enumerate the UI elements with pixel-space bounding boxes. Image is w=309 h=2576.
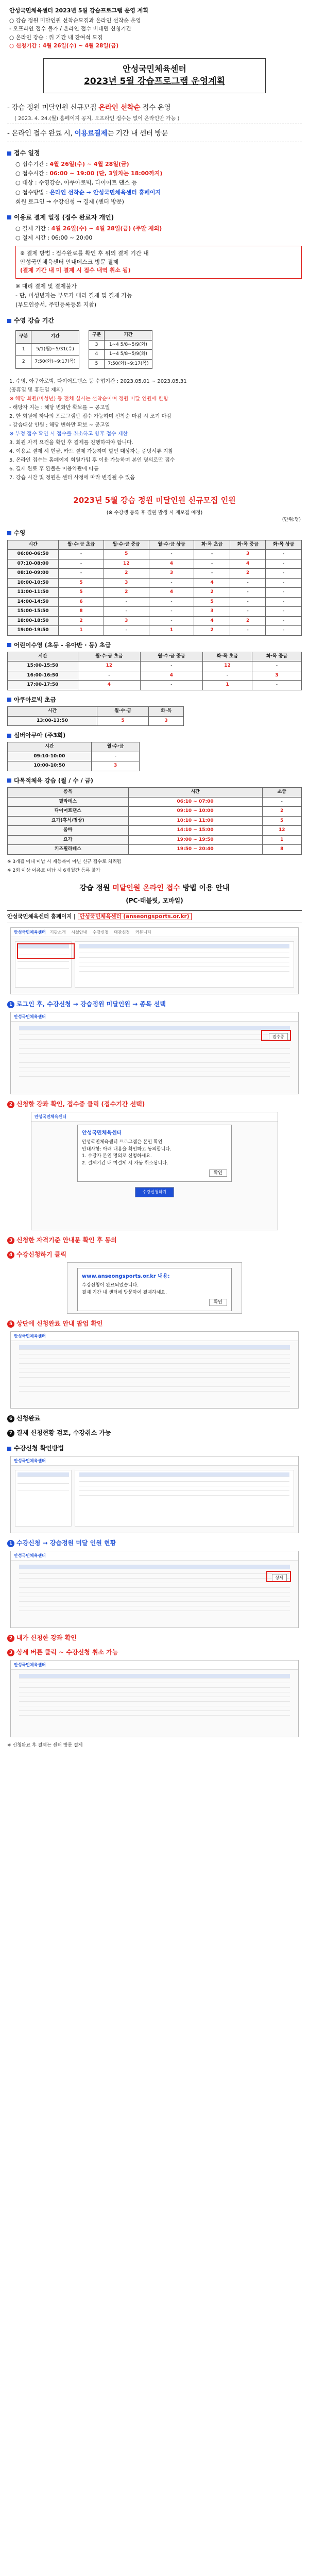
aqua-title: 아쿠아로빅 초급 xyxy=(7,696,302,704)
intro-note: ( 2023. 4. 24.(월) 홈페이지 공지, 오프라인 접수는 없이 온라인만 가능 ) xyxy=(14,115,180,122)
table-cell: - xyxy=(252,662,301,671)
table-cell: - xyxy=(194,569,230,579)
notice-line: - 오프라인 접수 불가 / 온라인 접수 비대면 신청기간 xyxy=(9,26,131,32)
submit-button[interactable]: 수강신청하기 xyxy=(135,1187,174,1197)
table-cell: - xyxy=(140,662,202,671)
table-cell: 1 xyxy=(202,681,252,690)
left-menu xyxy=(15,1470,72,1527)
table-cell: - xyxy=(149,578,194,588)
table-cell: 12 xyxy=(202,662,252,671)
popup-ok-button[interactable]: 확인 xyxy=(209,1170,227,1177)
table-header: 화·목 초급 xyxy=(202,652,252,662)
table-row xyxy=(8,588,302,598)
table-cell: 2 xyxy=(262,807,301,817)
table-row xyxy=(8,835,302,845)
table-header: 화·목 중급 xyxy=(252,652,301,662)
site-logo[interactable]: 안성국민체육센터 xyxy=(14,929,46,935)
intro-text: - 강습 정원 미달인원 신규모집 xyxy=(7,103,99,112)
nav-item[interactable]: 커뮤니티 xyxy=(135,929,151,935)
table-cell: 13:00-13:50 xyxy=(8,716,97,726)
kids-title: 어린이수영 (초등 - 유아반 · 등) 초급 xyxy=(7,641,302,650)
check-title: 수강신청 확인방법 xyxy=(7,1444,302,1453)
table-cell: - xyxy=(59,550,104,560)
table-cell: 12 xyxy=(262,826,301,836)
table-cell: 4 xyxy=(230,559,266,569)
intro-highlight: 이용료결제 xyxy=(74,129,108,138)
table-cell: 19:00-19:50 xyxy=(8,626,59,636)
check-note: ※ 신청완료 후 결제는 센터 방문 결제 xyxy=(7,1743,83,1749)
table-header: 종목 xyxy=(8,788,129,798)
nav-item[interactable]: 시설안내 xyxy=(71,929,88,935)
table-cell: 2 xyxy=(194,588,230,598)
title-line2: 2023년 5월 강습프로그램 운영계획 xyxy=(84,76,225,87)
table-cell: 4 xyxy=(149,559,194,569)
confirm-popup xyxy=(77,1268,232,1311)
table-row xyxy=(8,761,140,771)
site-header: 안성국민체육센터 xyxy=(11,1332,298,1341)
kids-table xyxy=(7,652,302,690)
table-cell: 6 xyxy=(59,597,104,607)
table-cell: 5 xyxy=(104,550,149,560)
table-cell: 14:00-14:50 xyxy=(8,597,59,607)
table-cell: - xyxy=(104,607,149,617)
table-cell: 06:10 ~ 07:00 xyxy=(128,797,262,807)
table-row xyxy=(8,845,302,855)
table-cell: 1 xyxy=(262,835,301,845)
table-header: 화·목 xyxy=(149,707,184,717)
table-cell: 15:00-15:50 xyxy=(8,607,59,617)
table-row xyxy=(8,597,302,607)
table-cell: 1 xyxy=(149,626,194,636)
intro-line xyxy=(7,126,302,141)
reception-sub: 회원 로그인 → 수강신청 → 결제 (센터 방문) xyxy=(15,198,124,205)
note-line: 7. 강습 시간 및 정원은 센터 사정에 따라 변경될 수 있음 xyxy=(9,475,135,481)
table-header: 시간 xyxy=(8,707,97,717)
table-cell: - xyxy=(194,550,230,560)
swim-table xyxy=(7,540,302,636)
table-header: 월·수·금 상급 xyxy=(149,540,194,550)
reception-table-title: 수영 강습 기간 xyxy=(7,316,302,325)
table-cell: 필라테스 xyxy=(8,797,129,807)
intro-text: 는 기간 내 센터 방문 xyxy=(107,129,168,138)
check-step-2: 2 내가 신청한 강좌 확인 xyxy=(7,1633,302,1642)
table-cell: 2 xyxy=(230,569,266,579)
table-cell: - xyxy=(149,597,194,607)
table-cell: - xyxy=(78,671,140,681)
site-header: 안성국민체육센터 xyxy=(11,1551,298,1561)
table-row xyxy=(8,752,140,761)
popup-line: 안내사항: 아래 내용을 확인하고 동의합니다. xyxy=(82,1146,171,1152)
table-cell: 5 xyxy=(262,816,301,826)
table-row xyxy=(8,671,302,681)
step-7: 7 결제 신청현황 검토, 수강취소 가능 xyxy=(7,1428,302,1437)
table-cell: 12 xyxy=(78,662,140,671)
table-header: 화·목 중급 xyxy=(230,540,266,550)
screenshot-confirm xyxy=(67,1262,242,1314)
table-cell: 요가 xyxy=(8,835,129,845)
table-row xyxy=(8,807,302,817)
payment-extra: ※ 대리 결제 및 결제불가 xyxy=(15,282,77,290)
table-header: 시간 xyxy=(128,788,262,798)
popup-ok-button[interactable]: 확인 xyxy=(209,1299,227,1306)
table-cell: 10:00-10:50 xyxy=(8,761,92,771)
table-cell: 3 xyxy=(104,616,149,626)
nav-item[interactable]: 기관소개 xyxy=(49,929,66,935)
table-cell: - xyxy=(252,681,301,690)
table-cell: 3 xyxy=(104,578,149,588)
reception-item: ○ 접수방법 : 온라인 선착순 → 안성국민체육센터 홈페이지 xyxy=(15,189,161,196)
table-header: 월·수·금 초급 xyxy=(59,540,104,550)
popup-title: www.anseongsports.or.kr 내용: xyxy=(82,1274,170,1280)
table-cell: - xyxy=(266,569,302,579)
screenshot-cancel xyxy=(10,1660,299,1737)
intro-text: 접수 운영 xyxy=(140,103,171,112)
note-line: ※ 해당 회원(미성년) 등 전체 실시는 선착순이며 정원 미달 인원에 한함 xyxy=(9,396,168,402)
diet-title: 다목적체육 강습 (월 / 수 / 금) xyxy=(7,776,302,785)
table-cell: 09:10 ~ 10:00 xyxy=(128,807,262,817)
water-dance-title: 실버아쿠아 (주3회) xyxy=(7,731,302,740)
table-cell: 4 xyxy=(140,671,202,681)
site-header xyxy=(11,928,298,937)
table-cell: - xyxy=(230,597,266,607)
table-row xyxy=(8,816,302,826)
table-header: 월·수·금 xyxy=(97,707,149,717)
table-header: 화·목 상급 xyxy=(266,540,302,550)
notes xyxy=(7,372,302,487)
detail-button[interactable]: 상세 xyxy=(272,1574,287,1582)
table-cell: - xyxy=(104,626,149,636)
reception-table-2: 구분 기간 3 1~4 5/8~5/9(화) 4 1~4 5/8~5/9(화) 5 7:50(화)~9:17(목) xyxy=(89,330,152,369)
step-2: 2 신청할 강좌 확인, 접수중 클릭 (접수기간 선택) xyxy=(7,1099,302,1109)
intro-text: - 온라인 접수 완료 시, xyxy=(7,129,75,138)
notice-line: ○ 강습 정원 미달인원 선착순모집과 온라인 선착순 운영 xyxy=(9,18,141,24)
table-cell: - xyxy=(266,597,302,607)
table-cell: 5 xyxy=(194,597,230,607)
payment-title: 이용료 결제 일정 (접수 완료자 개인) xyxy=(7,213,302,222)
program-list xyxy=(75,941,294,988)
table-cell: - xyxy=(262,797,301,807)
table-cell: 12 xyxy=(104,559,149,569)
note-line: - 강습대상 인원 : 해당 변화만 확보 ~ 공고일 xyxy=(9,422,110,429)
swim-title: 수영 xyxy=(7,529,302,537)
table-cell: 8 xyxy=(59,607,104,617)
table-header: 월·수·금 중급 xyxy=(104,540,149,550)
table-cell: 4 xyxy=(194,616,230,626)
table-row xyxy=(8,626,302,636)
highlight-box xyxy=(261,1030,291,1041)
table-cell: - xyxy=(149,607,194,617)
table-cell: 11:00-11:50 xyxy=(8,588,59,598)
note-line: 6. 결제 완료 후 환불은 이용약관에 따름 xyxy=(9,466,99,472)
reception-item: ○ 접수시간 : 06:00 ~ 19:00 (단, 3일차는 18:00까지) xyxy=(15,170,163,177)
title-line1: 안성국민체육센터 xyxy=(123,64,186,74)
table-cell: 10:00-10:50 xyxy=(8,578,59,588)
table-header: 월·수·금 초급 xyxy=(78,652,140,662)
popup-line: 안성국민체육센터 프로그램은 본인 확인 xyxy=(82,1140,163,1145)
step-5: 5 상단에 신청완료 안내 팝업 확인 xyxy=(7,1319,302,1328)
table-cell: 2 xyxy=(59,616,104,626)
table-cell: - xyxy=(149,550,194,560)
apply-button[interactable]: 접수중 xyxy=(269,1033,288,1041)
quota-heading: 2023년 5월 강습 정원 미달인원 신규모집 인원 xyxy=(73,496,236,505)
table-cell: 5 xyxy=(59,578,104,588)
table-cell: 5 xyxy=(97,716,149,726)
screenshot-detail xyxy=(10,1551,299,1628)
table-cell: 09:10-10:00 xyxy=(8,752,92,761)
table-row xyxy=(8,681,302,690)
agreement-popup xyxy=(77,1125,232,1182)
online-guide-sub: (PC·태블릿, 모바일) xyxy=(126,896,183,904)
table-row xyxy=(8,569,302,579)
reception-item: ○ 대상 : 수영강습, 아쿠아로빅, 다이어트 댄스 등 xyxy=(15,179,138,187)
note-line: ※ 부정 접수 확인 시 접수를 취소하고 향후 접수 제한 xyxy=(9,431,128,437)
payment-box xyxy=(15,246,302,279)
popup-line: 1. 수강자 본인 명의로 신청하세요. xyxy=(82,1154,152,1159)
table-cell: - xyxy=(59,559,104,569)
note-line: 5. 온라인 접수는 홈페이지 회원가입 후 이용 가능하며 본인 명의로만 접수 xyxy=(9,457,175,464)
table-cell: 키즈필라테스 xyxy=(8,845,129,855)
table-cell: 4 xyxy=(78,681,140,690)
table-cell: 2 xyxy=(104,569,149,579)
table-cell: 다이어트댄스 xyxy=(8,807,129,817)
note-line: 4. 이용료 결제 시 현금, 카드 결제 가능하며 할인 대상자는 증빙서류 지참 xyxy=(9,449,174,455)
site-link[interactable]: 안성국민체육센터 (anseongsports.or.kr) xyxy=(78,913,192,920)
reception-table-1: 구분 기간 1 5/1(월)~5/31(수) 2 7:50(화)~9:17(목) xyxy=(15,330,79,369)
table-cell: 줌바 xyxy=(8,826,129,836)
table-cell: - xyxy=(149,616,194,626)
table-cell: - xyxy=(91,752,140,761)
table-cell: 06:00-06:50 xyxy=(8,550,59,560)
highlight-box xyxy=(266,1571,291,1582)
table-cell: 18:00-18:50 xyxy=(8,616,59,626)
table-cell: 10:10 ~ 11:00 xyxy=(128,816,262,826)
foot-note: ※ 2회 이상 이용료 미납 시 6개월간 등록 불가 xyxy=(7,868,100,874)
table-row xyxy=(8,559,302,569)
payment-box-line: (결제 기간 내 미 결제 시 접수 내역 취소 됨) xyxy=(20,267,131,274)
reception-item: ○ 접수기간 : 4월 26일(수) ~ 4월 28일(금) xyxy=(15,161,129,168)
table-cell: - xyxy=(202,671,252,681)
intro-highlight: 온라인 선착순 xyxy=(98,103,141,112)
popup-line: 수강신청이 완료되었습니다. xyxy=(82,1283,139,1289)
table-header: 월·수·금 중급 xyxy=(140,652,202,662)
table-cell: 4 xyxy=(194,578,230,588)
site-header: 안성국민체육센터 xyxy=(11,1012,298,1022)
title-box xyxy=(43,58,266,93)
table-cell: 5 xyxy=(59,588,104,598)
table-cell: 07:10-08:00 xyxy=(8,559,59,569)
table-row xyxy=(8,662,302,671)
table-cell: 19:50 ~ 20:40 xyxy=(128,845,262,855)
intro-line xyxy=(7,100,302,115)
table-cell: - xyxy=(230,607,266,617)
screenshot-my-courses xyxy=(10,1456,299,1533)
table-cell: - xyxy=(230,626,266,636)
payment-box-line: ※ 결제 방법 : 접수완료를 확인 후 위의 결제 기간 내 xyxy=(20,250,149,257)
table-cell: - xyxy=(266,550,302,560)
screenshot-complete xyxy=(10,1331,299,1409)
quota-sub: (※ 수강생 등록 후 결원 발생 시 재모집 예정) xyxy=(106,510,203,516)
step-6: 6 신청완료 xyxy=(7,1414,302,1423)
table-cell: 16:00-16:50 xyxy=(8,671,78,681)
table-header: 시간 xyxy=(8,540,59,550)
table-header: 시간 xyxy=(8,652,78,662)
table-cell: 08:10-09:00 xyxy=(8,569,59,579)
table-cell: - xyxy=(104,597,149,607)
screenshot-menu xyxy=(10,927,299,994)
table-cell: 1 xyxy=(59,626,104,636)
table-cell: - xyxy=(230,578,266,588)
check-step-3: 3 상세 버튼 클릭 ~ 수강신청 취소 가능 xyxy=(7,1648,302,1657)
popup-title: 안성국민체육센터 xyxy=(82,1130,122,1137)
table-cell: 2 xyxy=(230,616,266,626)
payment-item: ○ 결제 기간 : 4월 26일(수) ~ 4월 28일(금) (주말 제외) xyxy=(15,225,162,232)
payment-item: ○ 결제 시간 : 06:00 ~ 20:00 xyxy=(15,234,93,241)
nav-item[interactable]: 대관신청 xyxy=(114,929,130,935)
table-row xyxy=(8,616,302,626)
table-row xyxy=(8,607,302,617)
site-header: 안성국민체육센터 xyxy=(11,1660,298,1670)
payment-box-line: 안성국민체육센터 안내데스크 방문 결제 xyxy=(20,258,119,265)
highlight-box xyxy=(17,943,75,959)
payment-extra: (부모인증서, 주민등록등본 지참) xyxy=(15,301,97,308)
foot-note: ※ 3개월 이내 미납 시 재등록이 아닌 신규 접수로 처리됨 xyxy=(7,859,122,865)
table-cell: - xyxy=(140,681,202,690)
aqua-table xyxy=(7,706,184,726)
step-4: 4 수강신청하기 클릭 xyxy=(7,1250,302,1259)
table-header: 화·목 초급 xyxy=(194,540,230,550)
table-cell: - xyxy=(266,616,302,626)
water-dance-table xyxy=(7,742,140,771)
online-guide-banner: 강습 정원 미달인원 온라인 접수 방법 이용 안내 xyxy=(79,884,230,892)
table-cell: - xyxy=(266,607,302,617)
table-row xyxy=(8,826,302,836)
table-cell: 17:00-17:50 xyxy=(8,681,78,690)
table-cell: - xyxy=(266,559,302,569)
table-cell: - xyxy=(266,588,302,598)
table-row xyxy=(8,797,302,807)
unit-label: (단위:명) xyxy=(282,517,301,522)
popup-line: 결제 기간 내 센터에 방문하여 결제하세요. xyxy=(82,1290,167,1295)
step-3: 3 신청한 자격기준 안내문 확인 후 동의 xyxy=(7,1235,302,1245)
diet-table xyxy=(7,787,302,855)
site-header: 안성국민체육센터 xyxy=(11,1456,298,1466)
site-nav xyxy=(50,929,156,936)
note-line: (공휴일 및 휴관일 제외) xyxy=(9,387,63,394)
notice-line: ○ 온라인 강습 : 위 기간 내 잔여석 모집 xyxy=(9,34,103,41)
table-cell: 3 xyxy=(230,550,266,560)
table-header: 시간 xyxy=(8,742,92,752)
table-cell: 3 xyxy=(91,761,140,771)
table-cell: 4 xyxy=(149,588,194,598)
nav-item-apply[interactable]: 수강신청 xyxy=(92,929,109,935)
table-header: 초급 xyxy=(262,788,301,798)
table-cell: 15:00-15:50 xyxy=(8,662,78,671)
table-cell: - xyxy=(59,569,104,579)
table-cell: - xyxy=(266,578,302,588)
table-row xyxy=(8,716,184,726)
site-label: 안성국민체육센터 홈페이지 | xyxy=(7,913,78,920)
reception-tables xyxy=(7,327,302,372)
screenshot-course-list xyxy=(10,1012,299,1094)
table-cell: 2 xyxy=(104,588,149,598)
top-notice xyxy=(7,3,302,55)
table-cell: 3 xyxy=(149,569,194,579)
table-cell: - xyxy=(266,626,302,636)
table-cell: 요가(휴식/명상) xyxy=(8,816,129,826)
table-cell: 2 xyxy=(194,626,230,636)
check-step-1: 1 수강신청 → 강습정원 미달 인원 현황 xyxy=(7,1538,302,1548)
note-line: 3. 회원 자격 요건을 확인 후 결제를 진행하여야 합니다. xyxy=(9,440,134,446)
screenshot-agreement xyxy=(31,1112,278,1230)
table-cell: - xyxy=(194,559,230,569)
note-line: 2. 한 회원에 하나의 프로그램만 접수 가능하며 선착순 마감 시 조기 마감 xyxy=(9,414,171,420)
my-course-list xyxy=(75,1470,294,1527)
table-header: 월·수·금 xyxy=(91,742,140,752)
payment-extra: - 단, 미성년자는 부모가 대리 결제 및 결제 가능 xyxy=(15,292,132,299)
notice-head: 안성국민체육센터 2023년 5월 강습프로그램 운영 계획 xyxy=(9,7,148,14)
note-line: 1. 수영, 아쿠아로빅, 다이어트댄스 등 수업기간 : 2023.05.01 ~ 2023.05.31 xyxy=(9,379,187,385)
popup-line: 2. 결제기간 내 미결제 시 자동 취소됩니다. xyxy=(82,1160,168,1166)
table-cell: 8 xyxy=(262,845,301,855)
table-cell: 3 xyxy=(194,607,230,617)
table-cell: 14:10 ~ 15:00 xyxy=(128,826,262,836)
site-link-line xyxy=(7,910,302,924)
table-cell: 19:00 ~ 19:50 xyxy=(128,835,262,845)
notice-line: ○ 신청기간 : 4월 26일(수) ~ 4월 28일(금) xyxy=(9,42,119,49)
site-header: 안성국민체육센터 xyxy=(31,1112,278,1122)
table-cell: - xyxy=(230,588,266,598)
table-cell: 3 xyxy=(149,716,184,726)
reception-title: 접수 일정 xyxy=(7,148,302,158)
table-cell: 3 xyxy=(252,671,301,681)
table-row xyxy=(8,550,302,560)
step-1: 1 로그인 후, 수강신청 → 강습정원 미달인원 → 종목 선택 xyxy=(7,999,302,1009)
table-row xyxy=(8,578,302,588)
note-line: - 해당자 지는 : 해당 변화만 확보를 ~ 공고일 xyxy=(9,405,110,411)
